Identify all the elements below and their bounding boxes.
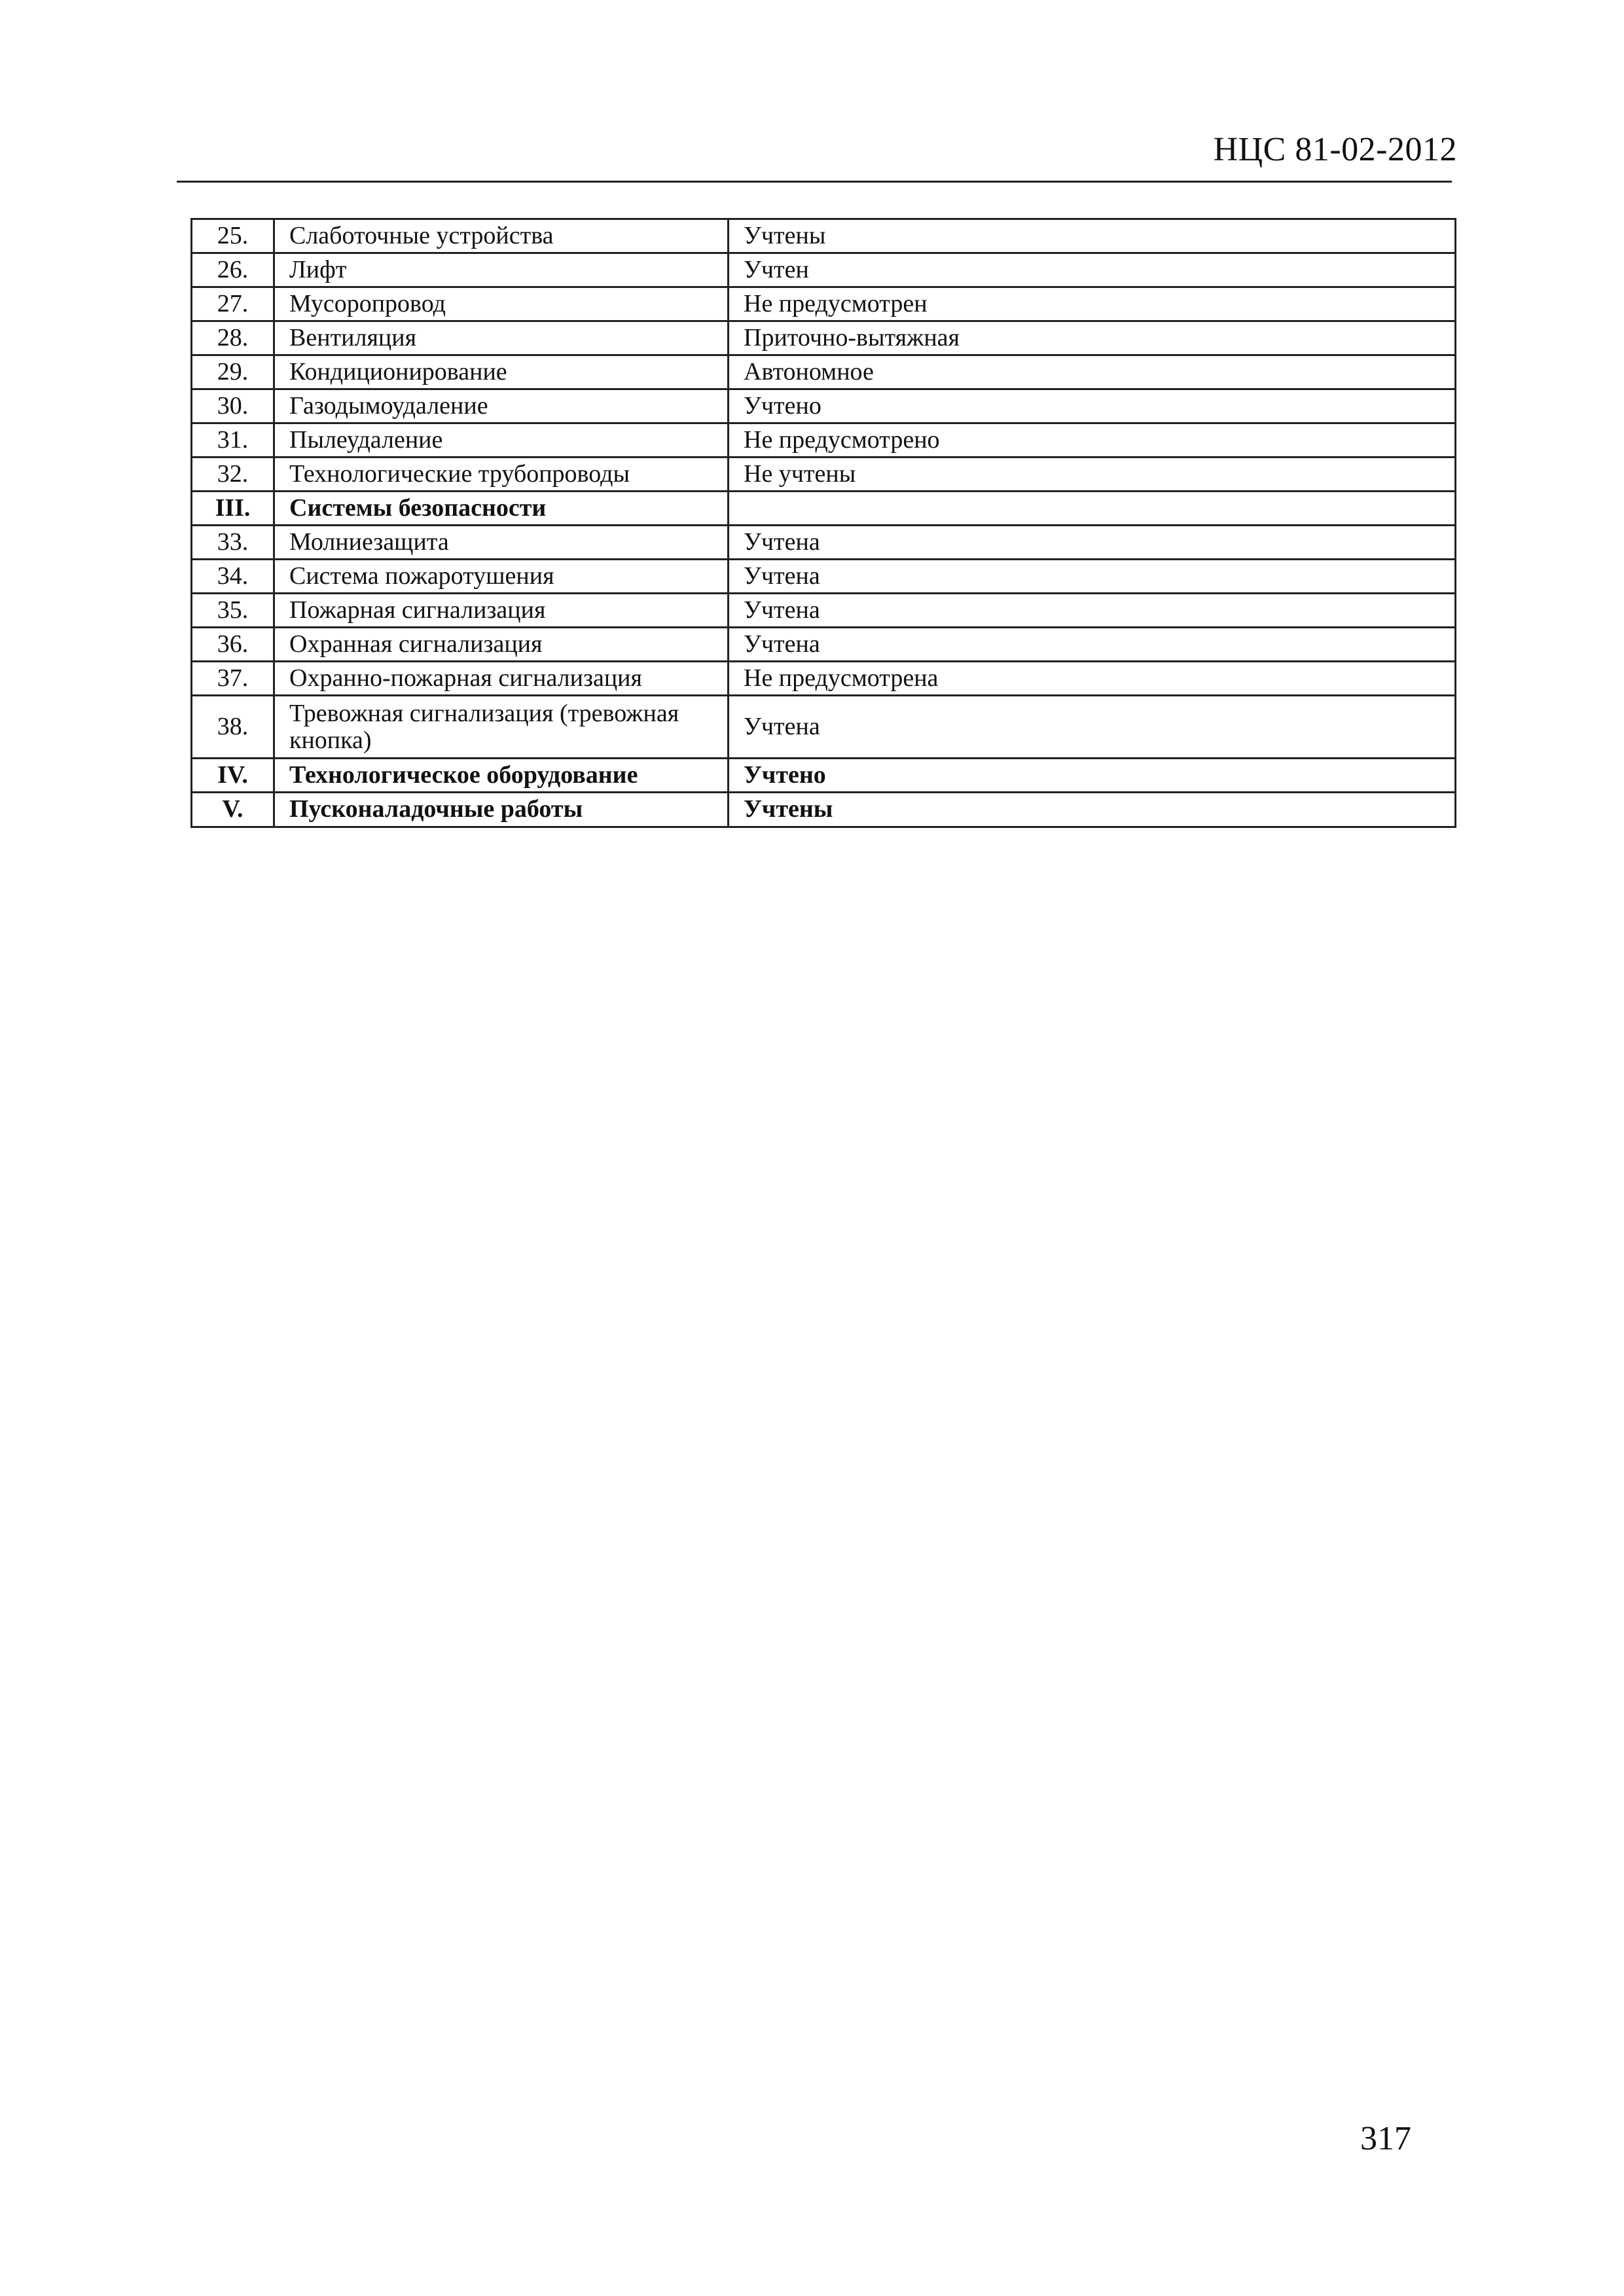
- row-name: Технологические трубопроводы: [274, 457, 729, 492]
- document-code: НЦС 81-02-2012: [1213, 131, 1457, 168]
- row-value: Не учтены: [729, 457, 1456, 492]
- row-value: Не предусмотрено: [729, 423, 1456, 457]
- row-value: Учтена: [729, 526, 1456, 560]
- row-number: 30.: [192, 389, 274, 423]
- row-value: Автономное: [729, 355, 1456, 389]
- row-number: 38.: [192, 696, 274, 759]
- row-value: Учтен: [729, 253, 1456, 287]
- row-name: Кондиционирование: [274, 355, 729, 389]
- row-name: Газодымоудаление: [274, 389, 729, 423]
- section-title: Пусконаладочные работы: [274, 793, 729, 827]
- table-row: [192, 219, 1456, 253]
- table-row: [192, 594, 1456, 628]
- section-value: Учтены: [729, 793, 1456, 827]
- page-number: 317: [1360, 2120, 1411, 2157]
- row-value: Приточно-вытяжная: [729, 321, 1456, 355]
- row-number: 36.: [192, 628, 274, 662]
- row-name: Охранная сигнализация: [274, 628, 729, 662]
- table-row: [192, 696, 1456, 759]
- row-value: Не предусмотрена: [729, 662, 1456, 696]
- row-value: Учтена: [729, 594, 1456, 628]
- section-row: [192, 793, 1456, 827]
- row-name: Мусоропровод: [274, 287, 729, 321]
- row-name: Тревожная сигнализация (тревожная кнопка): [274, 696, 729, 759]
- row-number: 37.: [192, 662, 274, 696]
- row-name: Система пожаротушения: [274, 560, 729, 594]
- row-number: 25.: [192, 219, 274, 253]
- row-name: Пылеудаление: [274, 423, 729, 457]
- section-value: Учтено: [729, 759, 1456, 793]
- row-name: Вентиляция: [274, 321, 729, 355]
- section-title: Технологическое оборудование: [274, 759, 729, 793]
- table-row: [192, 526, 1456, 560]
- row-number: 34.: [192, 560, 274, 594]
- row-name: Пожарная сигнализация: [274, 594, 729, 628]
- table-row: [192, 355, 1456, 389]
- row-number: 26.: [192, 253, 274, 287]
- row-number: 28.: [192, 321, 274, 355]
- row-number: 35.: [192, 594, 274, 628]
- section-number: IV.: [192, 759, 274, 793]
- section-number: III.: [192, 492, 274, 526]
- section-row: [192, 492, 1456, 526]
- table-row: [192, 560, 1456, 594]
- table-row: [192, 423, 1456, 457]
- row-value: Учтена: [729, 628, 1456, 662]
- specification-table: [190, 218, 1456, 828]
- row-value: Учтена: [729, 560, 1456, 594]
- table-row: [192, 287, 1456, 321]
- table-row: [192, 457, 1456, 492]
- header-rule: [177, 181, 1452, 183]
- section-title: Системы безопасности: [274, 492, 729, 526]
- table-row: [192, 389, 1456, 423]
- row-name: Слаботочные устройства: [274, 219, 729, 253]
- row-name: Лифт: [274, 253, 729, 287]
- row-number: 33.: [192, 526, 274, 560]
- row-number: 27.: [192, 287, 274, 321]
- row-value: Учтено: [729, 389, 1456, 423]
- row-number: 32.: [192, 457, 274, 492]
- row-name: Молниезащита: [274, 526, 729, 560]
- table-row: [192, 321, 1456, 355]
- section-value: [729, 492, 1456, 526]
- section-row: [192, 759, 1456, 793]
- row-value: Учтены: [729, 219, 1456, 253]
- row-number: 31.: [192, 423, 274, 457]
- row-value: Учтена: [729, 696, 1456, 759]
- row-name: Охранно-пожарная сигнализация: [274, 662, 729, 696]
- table-row: [192, 253, 1456, 287]
- section-number: V.: [192, 793, 274, 827]
- table-row: [192, 662, 1456, 696]
- row-number: 29.: [192, 355, 274, 389]
- table-row: [192, 628, 1456, 662]
- row-value: Не предусмотрен: [729, 287, 1456, 321]
